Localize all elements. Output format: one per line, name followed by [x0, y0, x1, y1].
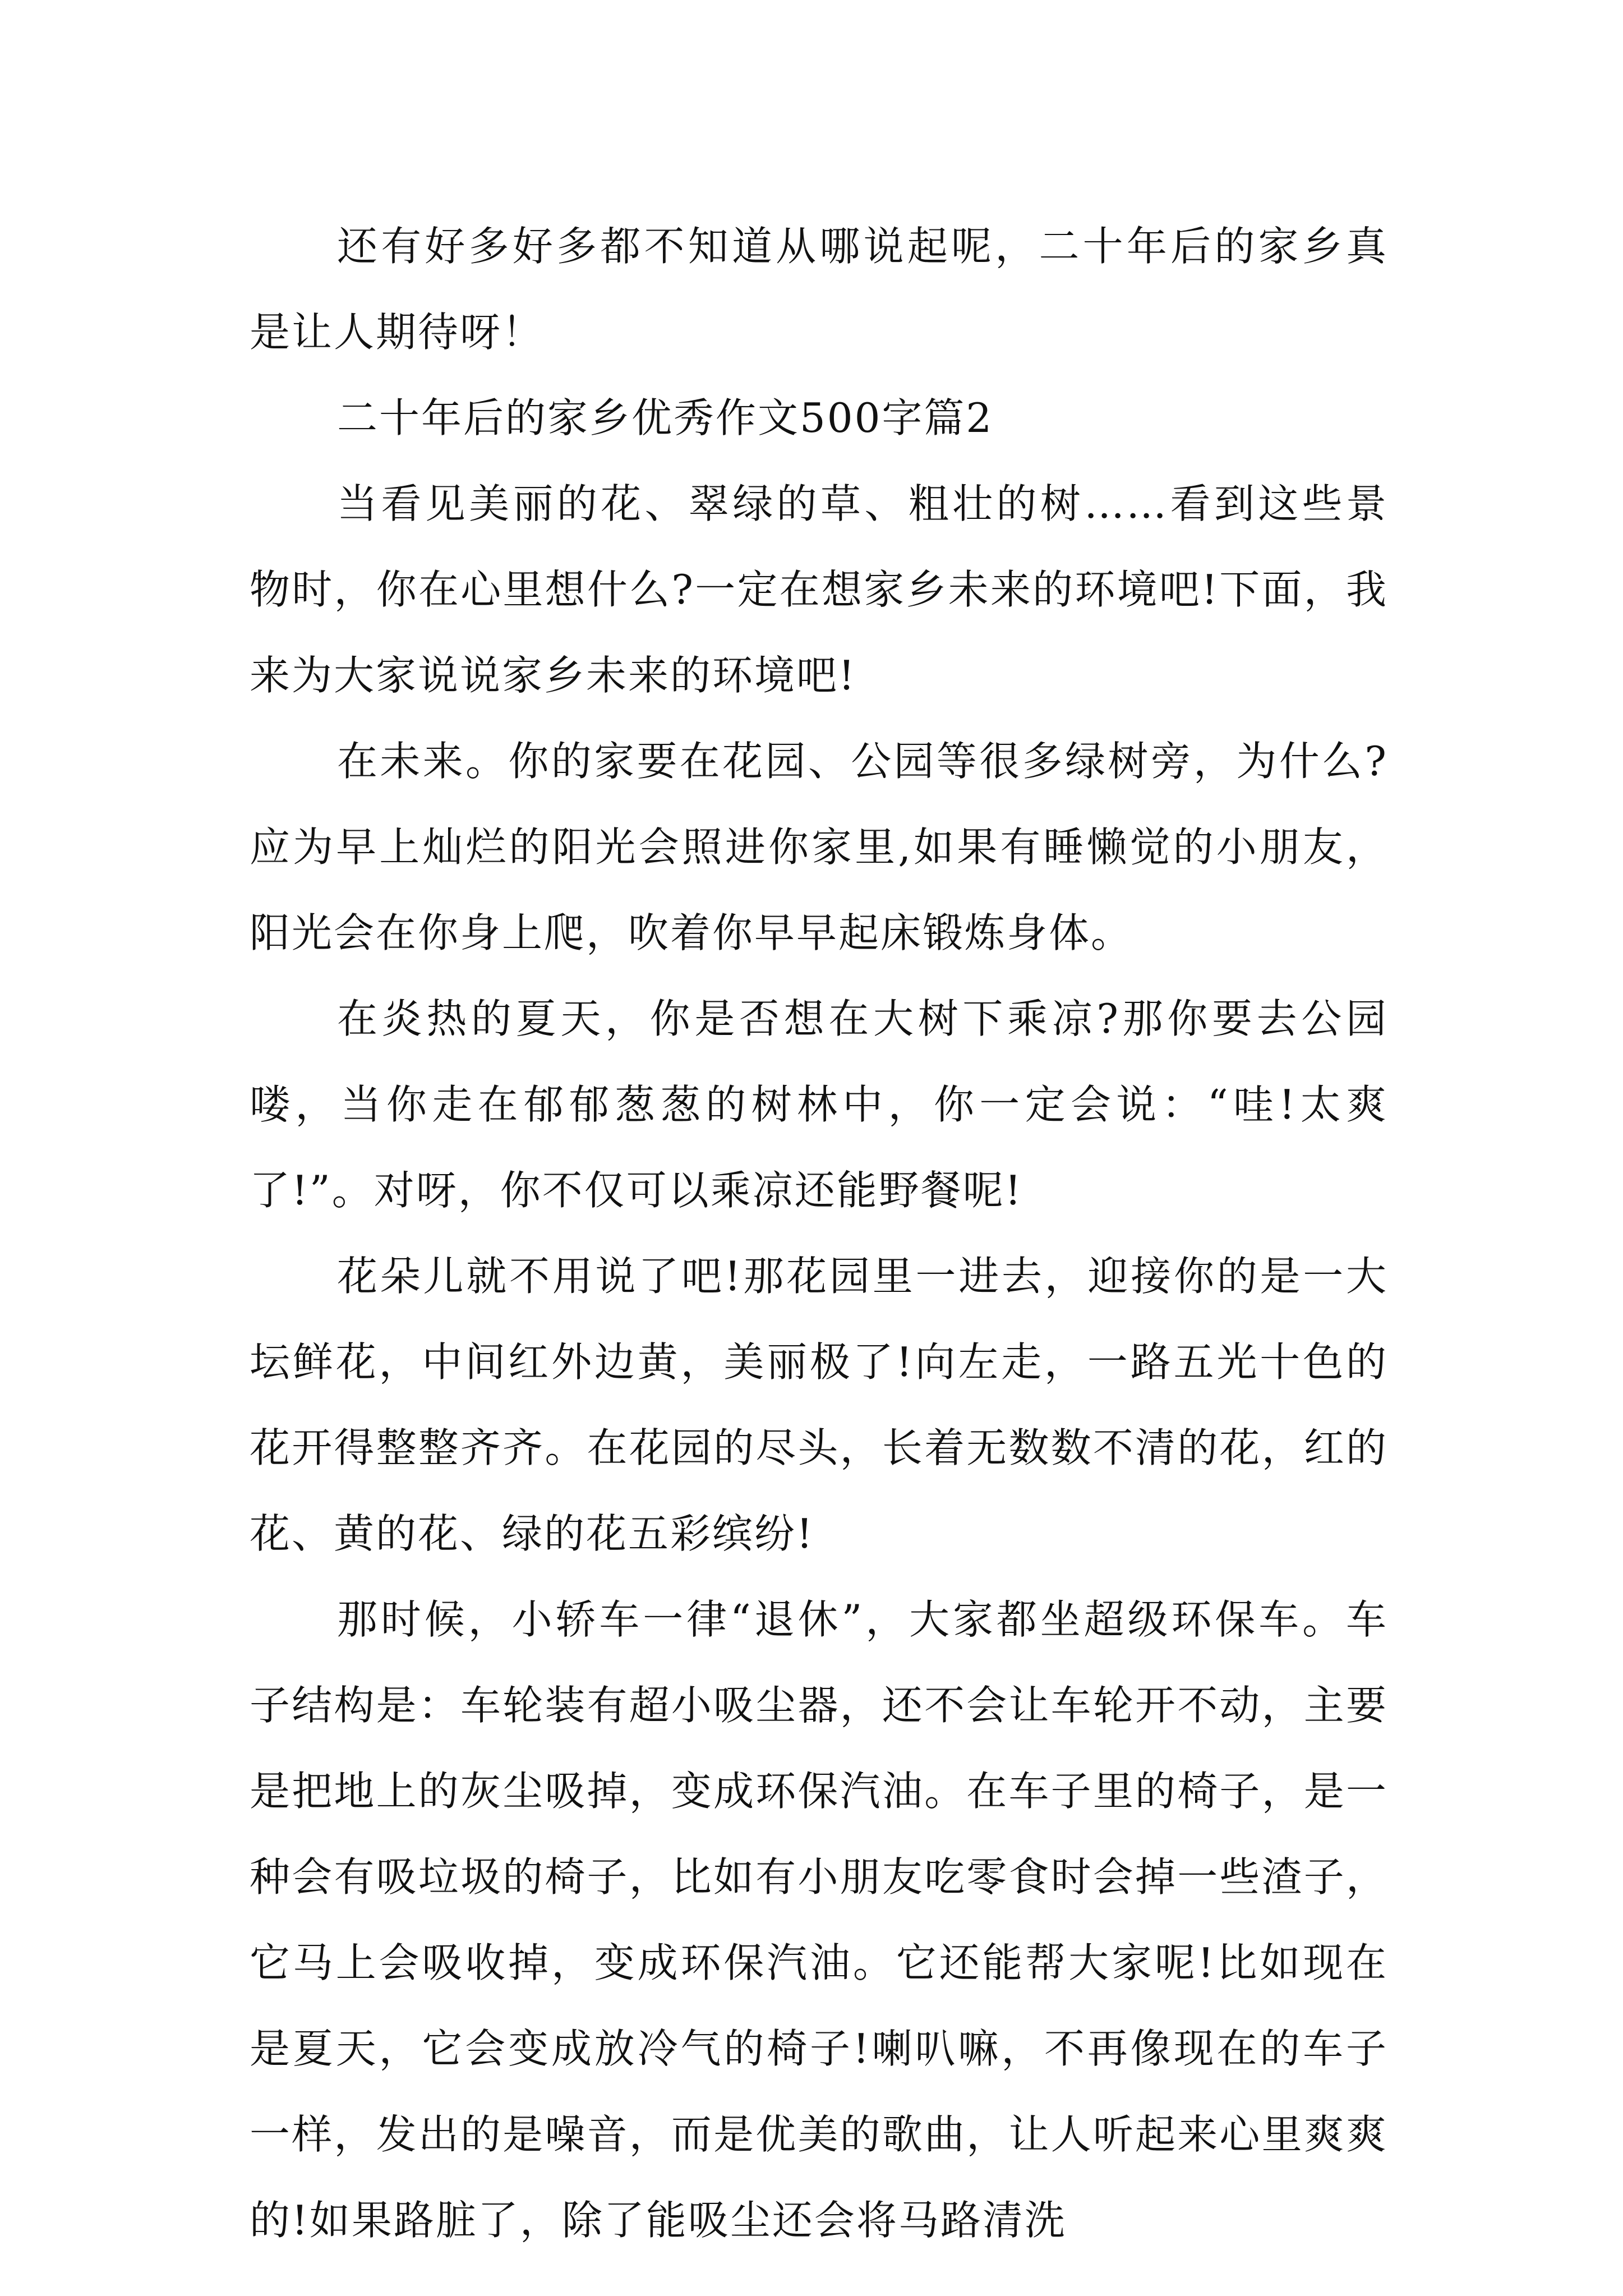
paragraph: 在未来。你的家要在花园、公园等很多绿树旁，为什么?应为早上灿烂的阳光会照进你家里,如果有睡懒觉的小朋友，阳光会在你身上爬，吹着你早早起床锻炼身体。: [250, 738, 1388, 956]
article-body: [250, 204, 1388, 2263]
paragraph: 那时候，小轿车一律“退休”，大家都坐超级环保车。车子结构是：车轮装有超小吸尘器，还不会让车轮开不动，主要是把地上的灰尘吸掉，变成环保汽油。在车子里的椅子，是一种会有吸垃圾的椅子，比如有小朋友吃零食时会掉一些渣子，它马上会吸收掉，变成环保汽油。它还能帮大家呢!比如现在是夏天，它会变成放冷气的椅子!喇叭嘛，不再像现在的车子一样，发出的是噪音，而是优美的歌曲，让人听起来心里爽爽的!如果路脏了，除了能吸尘还会将马路清洗: [250, 1596, 1388, 2244]
section-heading: 二十年后的家乡优秀作文500字篇2: [337, 394, 994, 441]
paragraph: 当看见美丽的花、翠绿的草、粗壮的树……看到这些景物时，你在心里想什么?一定在想家乡未来的环境吧!下面，我来为大家说说家乡未来的环境吧!: [250, 480, 1388, 699]
paragraph: 在炎热的夏天，你是否想在大树下乘凉?那你要去公园喽，当你走在郁郁葱葱的树林中，你一定会说：“哇!太爽了!”。对呀，你不仅可以乘凉还能野餐呢!: [250, 995, 1388, 1214]
paragraph-closing: 还有好多好多都不知道从哪说起呢，二十年后的家乡真是让人期待呀！: [250, 223, 1388, 356]
paragraph: 花朵儿就不用说了吧!那花园里一进去，迎接你的是一大坛鲜花，中间红外边黄，美丽极了!向左走，一路五光十色的花开得整整齐齐。在花园的尽头，长着无数数不清的花，红的花、黄的花、绿的花五彩缤纷!: [250, 1253, 1388, 1557]
